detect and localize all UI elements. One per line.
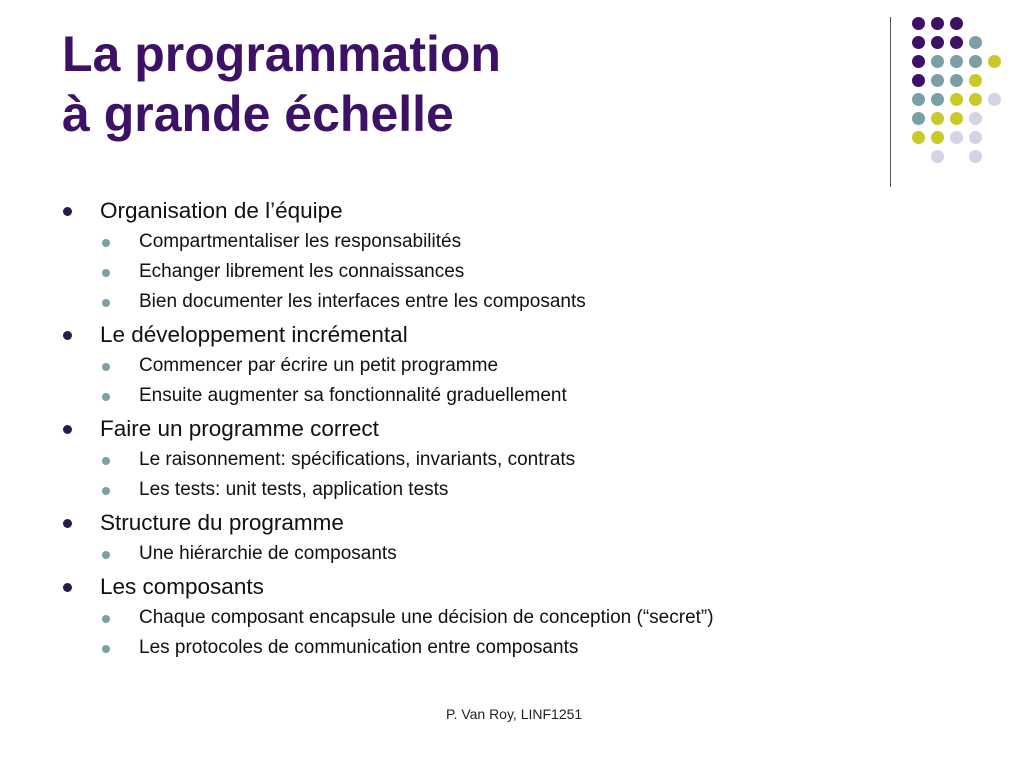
sub-list-item xyxy=(139,261,464,283)
bullet-text: Structure du programme xyxy=(100,510,344,535)
sub-list-item xyxy=(139,449,575,471)
decor-dot xyxy=(950,93,963,106)
decor-dot xyxy=(950,74,963,87)
bullet-dot-icon xyxy=(63,583,72,592)
list-item xyxy=(100,574,264,600)
bullet-dot-icon xyxy=(63,425,72,434)
decor-dot xyxy=(931,36,944,49)
decor-dot xyxy=(969,55,982,68)
decor-dot xyxy=(969,112,982,125)
sub-bullet-text: Les tests: unit tests, application tests xyxy=(139,479,449,500)
sub-list-item xyxy=(139,355,498,377)
list-item xyxy=(100,416,379,442)
sub-bullet-text: Une hiérarchie de composants xyxy=(139,543,397,564)
decor-dot xyxy=(969,131,982,144)
sub-bullet-dot-icon xyxy=(102,487,110,495)
sub-bullet-dot-icon xyxy=(102,615,110,623)
sub-bullet-text: Les protocoles de communication entre composants xyxy=(139,637,579,658)
decor-dot xyxy=(912,112,925,125)
bullet-text: Le développement incrémental xyxy=(100,322,408,347)
decor-dot xyxy=(912,74,925,87)
sub-bullet-dot-icon xyxy=(102,363,110,371)
decor-dot xyxy=(931,17,944,30)
title-line-1: La programmation xyxy=(62,26,501,82)
sub-list-item xyxy=(139,231,461,253)
sub-bullet-text: Chaque composant encapsule une décision de conception (“secret”) xyxy=(139,607,714,628)
list-item xyxy=(100,198,343,224)
sub-list-item xyxy=(139,291,586,313)
sub-bullet-text: Compartmentaliser les responsabilités xyxy=(139,231,462,252)
sub-bullet-text: Le raisonnement: spécifications, invariants, contrats xyxy=(139,449,576,470)
sub-bullet-dot-icon xyxy=(102,645,110,653)
sub-bullet-dot-icon xyxy=(102,457,110,465)
slide-title xyxy=(62,24,501,144)
decor-dot xyxy=(950,131,963,144)
sub-list-item xyxy=(139,385,567,407)
list-item xyxy=(100,510,344,536)
slide-footer: P. Van Roy, LINF1251 xyxy=(446,706,583,722)
decor-dot xyxy=(969,93,982,106)
decor-dot xyxy=(950,17,963,30)
bullet-text: Faire un programme correct xyxy=(100,416,379,441)
decor-dot xyxy=(931,55,944,68)
list-item xyxy=(100,322,408,348)
vertical-divider xyxy=(890,17,891,187)
sub-list-item xyxy=(139,479,448,501)
sub-list-item xyxy=(139,607,714,629)
sub-bullet-dot-icon xyxy=(102,269,110,277)
decor-dot xyxy=(969,150,982,163)
decor-dot xyxy=(931,131,944,144)
decor-dot xyxy=(969,36,982,49)
decor-dot xyxy=(931,93,944,106)
bullet-text: Organisation de l’équipe xyxy=(100,198,343,223)
decor-dot xyxy=(912,55,925,68)
decor-dot xyxy=(950,55,963,68)
decor-dot xyxy=(912,36,925,49)
decor-dot xyxy=(988,93,1001,106)
sub-bullet-text: Commencer par écrire un petit programme xyxy=(139,355,499,376)
decor-dot xyxy=(950,112,963,125)
title-line-2: à grande échelle xyxy=(62,86,454,142)
sub-bullet-text: Echanger librement les connaissances xyxy=(139,261,465,282)
sub-bullet-text: Ensuite augmenter sa fonctionnalité graduellement xyxy=(139,385,567,406)
decor-dot xyxy=(931,74,944,87)
decor-dot xyxy=(931,150,944,163)
decor-dot xyxy=(912,17,925,30)
decor-dot xyxy=(969,74,982,87)
sub-bullet-dot-icon xyxy=(102,239,110,247)
bullet-dot-icon xyxy=(63,519,72,528)
decor-dot xyxy=(950,36,963,49)
bullet-text: Les composants xyxy=(100,574,264,599)
decor-dot xyxy=(988,55,1001,68)
decor-dot xyxy=(912,93,925,106)
sub-list-item xyxy=(139,543,397,565)
decor-dot xyxy=(931,112,944,125)
sub-bullet-text: Bien documenter les interfaces entre les composants xyxy=(139,291,586,312)
decor-dot xyxy=(912,131,925,144)
bullet-dot-icon xyxy=(63,331,72,340)
sub-bullet-dot-icon xyxy=(102,551,110,559)
sub-bullet-dot-icon xyxy=(102,299,110,307)
bullet-dot-icon xyxy=(63,207,72,216)
sub-list-item xyxy=(139,637,578,659)
sub-bullet-dot-icon xyxy=(102,393,110,401)
